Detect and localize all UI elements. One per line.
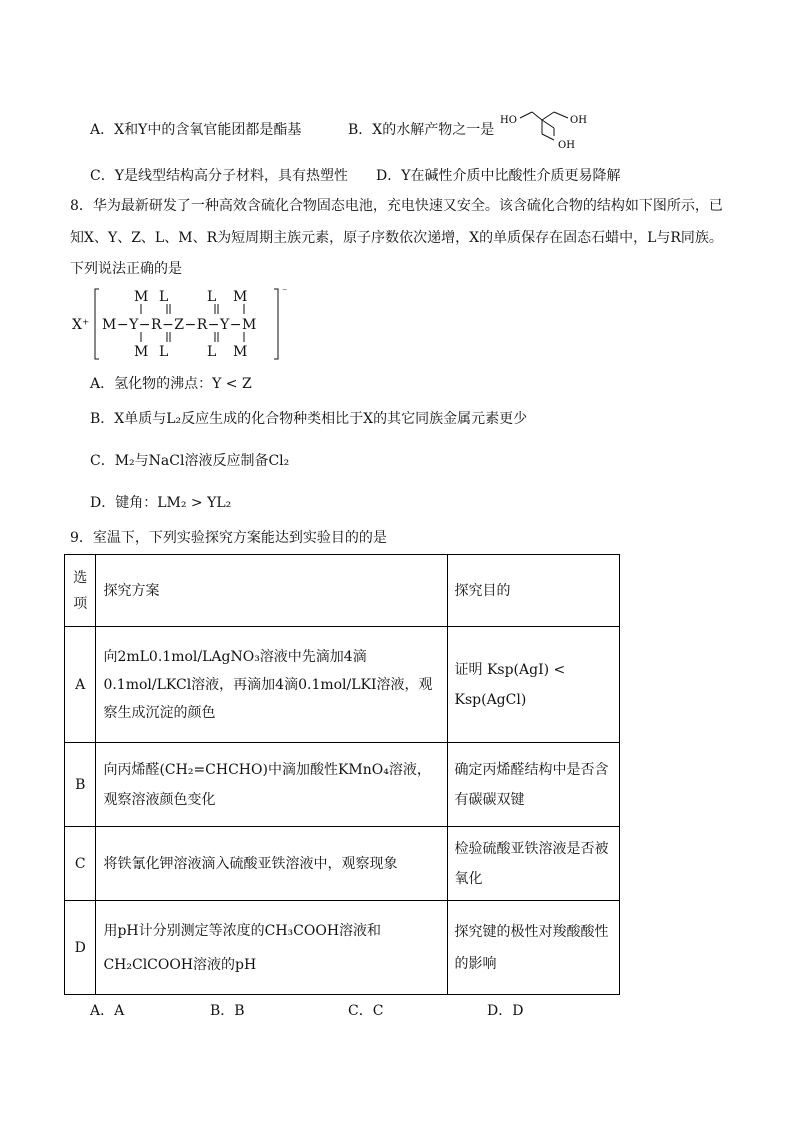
row-c-purpose-text: 检验硫酸亚铁溶液是否被氧化 bbox=[454, 840, 609, 887]
q8-option-c: C．M₂与NaCl溶液反应制备Cl₂ bbox=[90, 453, 290, 469]
q7-molecule-diagram bbox=[498, 100, 598, 152]
table-row bbox=[65, 827, 620, 901]
q7-option-b: B．X的水解产物之一是 bbox=[348, 122, 495, 138]
experiment-table bbox=[64, 554, 620, 995]
q7-option-c: C．Y是线型结构高分子材料，具有热塑性 bbox=[90, 168, 348, 184]
header-plan: 探究方案 bbox=[96, 555, 447, 627]
structure-chain: M−Y−R−Z−R−Y−M bbox=[102, 317, 257, 333]
row-d-purpose bbox=[447, 901, 620, 995]
row-b-purpose bbox=[447, 743, 620, 827]
row-b-plan bbox=[96, 743, 447, 827]
mol-label-oh-right: OH bbox=[570, 115, 587, 126]
row-d-plan-text: 用pH计分别测定等浓度的CH₃COOH溶液和CH₂ClCOOH溶液的pH bbox=[103, 922, 382, 973]
row-b-option: B bbox=[65, 743, 96, 827]
table-row bbox=[65, 627, 620, 743]
row-a-purpose bbox=[447, 627, 620, 743]
row-b-purpose-text: 确定丙烯醛结构中是否含有碳碳双键 bbox=[454, 761, 609, 808]
q8-option-b: B．X单质与L₂反应生成的化合物种类相比于X的其它同族金属元素更少 bbox=[90, 411, 528, 427]
row-a-plan bbox=[96, 627, 447, 743]
structure-cation: X⁺ bbox=[72, 317, 90, 333]
q7-option-a: A．X和Y中的含氧官能团都是酯基 bbox=[90, 122, 302, 138]
q9-stem: 9．室温下，下列实验探究方案能达到实验目的的是 bbox=[70, 530, 387, 546]
structure-top-4: M bbox=[233, 289, 248, 305]
row-d-option: D bbox=[65, 901, 96, 995]
q8-stem-line1: 8．华为最新研发了一种高效含硫化合物固态电池，充电快速又安全。该含硫化合物的结构如下图所示，已 bbox=[70, 198, 723, 214]
row-b-plan-text: 向丙烯醛(CH₂=CHCHO)中滴加酸性KMnO₄溶液，观察溶液颜色变化 bbox=[103, 761, 431, 808]
structure-charge: ⁻ bbox=[282, 287, 288, 298]
structure-bottom-3: L bbox=[207, 344, 217, 360]
row-c-purpose bbox=[447, 827, 620, 901]
row-a-plan-text: 向2mL0.1mol/LAgNO₃溶液中先滴加4滴0.1mol/LKCl溶液，再滴加4滴0.1mol/LKI溶液，观察生成沉淀的颜色 bbox=[103, 648, 433, 721]
table-row bbox=[65, 901, 620, 995]
header-purpose: 探究目的 bbox=[447, 555, 620, 627]
table-header-row bbox=[65, 555, 620, 627]
q8-stem-line2: 知X、Y、Z、L、M、R为短周期主族元素，原子序数依次递增，X的单质保存在固态石蜡中，L与R同族。 bbox=[70, 230, 723, 246]
structure-top-2: L bbox=[159, 289, 169, 305]
structure-bottom-2: L bbox=[159, 344, 169, 360]
row-c-plan bbox=[96, 827, 447, 901]
row-a-option: A bbox=[65, 627, 96, 743]
mol-label-oh-bottom: OH bbox=[558, 140, 575, 151]
q7-option-d: D．Y在碱性介质中比酸性介质更易降解 bbox=[376, 168, 621, 184]
row-a-purpose-text: 证明 Ksp(AgI) < Ksp(AgCl) bbox=[454, 661, 566, 708]
structure-top-1: M bbox=[134, 289, 149, 305]
q9-answer-d: D．D bbox=[487, 1003, 524, 1019]
row-c-plan-text: 将铁氰化钾溶液滴入硫酸亚铁溶液中，观察现象 bbox=[103, 855, 398, 872]
mol-label-ho: HO bbox=[500, 115, 517, 126]
q8-option-a: A．氢化物的沸点：Y < Z bbox=[90, 376, 252, 392]
row-c-option: C bbox=[65, 827, 96, 901]
q8-structure-diagram bbox=[70, 287, 300, 363]
q9-answer-a: A．A bbox=[90, 1003, 125, 1019]
structure-bottom-1: M bbox=[134, 344, 149, 360]
header-option bbox=[65, 555, 96, 627]
q8-stem-line3: 下列说法正确的是 bbox=[70, 261, 182, 277]
row-d-purpose-text: 探究键的极性对羧酸酸性的影响 bbox=[454, 923, 609, 972]
structure-top-3: L bbox=[207, 289, 217, 305]
row-d-plan bbox=[96, 901, 447, 995]
q9-answer-c: C．C bbox=[348, 1003, 384, 1019]
q9-answer-b: B．B bbox=[210, 1003, 245, 1019]
structure-bottom-4: M bbox=[233, 344, 248, 360]
q8-option-d: D．键角：LM₂ > YL₂ bbox=[90, 495, 232, 511]
table-row bbox=[65, 743, 620, 827]
header-option-label: 选项 bbox=[73, 569, 88, 612]
